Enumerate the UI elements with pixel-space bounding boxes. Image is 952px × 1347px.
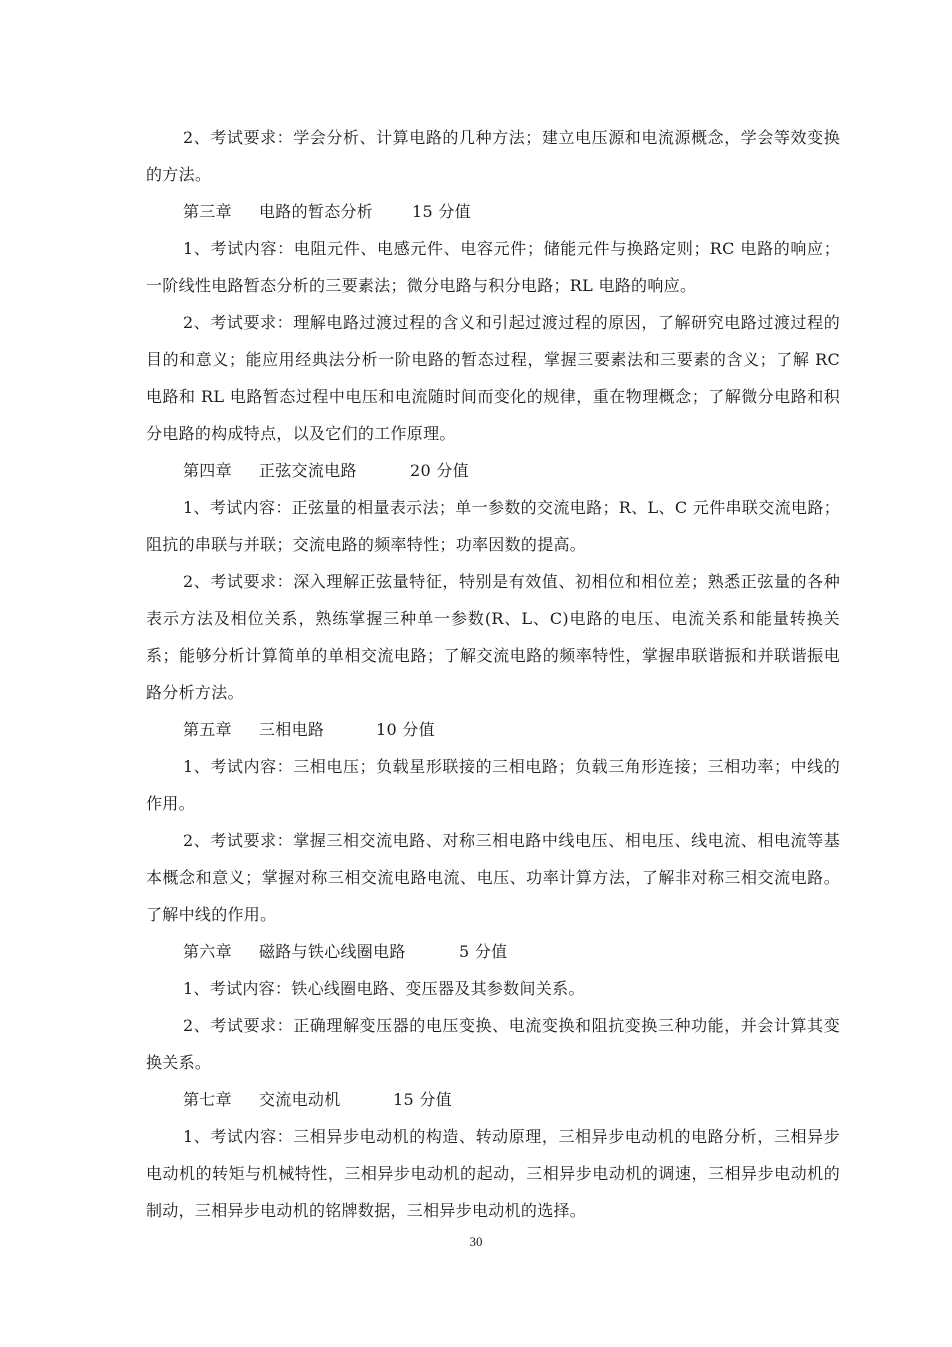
paragraph: 1、考试内容：三相电压；负载星形联接的三相电路；负载三角形连接；三相功率；中线的作用。 bbox=[146, 757, 840, 813]
chapter-heading bbox=[146, 933, 840, 970]
chapter-number: 第四章 bbox=[183, 461, 232, 480]
chapter-title: 正弦交流电路 bbox=[259, 461, 357, 480]
chapter-title: 交流电动机 bbox=[259, 1090, 341, 1109]
chapter-number: 第六章 bbox=[183, 942, 232, 961]
chapter-heading bbox=[146, 1081, 840, 1118]
paragraph: 2、考试要求：掌握三相交流电路、对称三相电路中线电压、相电压、线电流、相电流等基本概念和意义；掌握对称三相交流电路电流、电压、功率计算方法，了解非对称三相交流电路。了解中线的作用。 bbox=[146, 831, 840, 924]
paragraph: 2、考试要求：理解电路过渡过程的含义和引起过渡过程的原因，了解研究电路过渡过程的目的和意义；能应用经典法分析一阶电路的暂态过程，掌握三要素法和三要素的含义；了解 RC 电路和 RL 电路暂态过程中电压和电流随时间而变化的规律，重在物理概念；了解微分电路和积分电路的构成特点，以及它们的工作原理。 bbox=[146, 313, 840, 443]
page-number: 30 bbox=[469, 1234, 483, 1249]
chapter-score: 10 分值 bbox=[376, 720, 435, 739]
paragraph: 1、考试内容：三相异步电动机的构造、转动原理，三相异步电动机的电路分析，三相异步电动机的转矩与机械特性，三相异步电动机的起动，三相异步电动机的调速，三相异步电动机的制动，三相异步电动机的铭牌数据，三相异步电动机的选择。 bbox=[146, 1127, 840, 1220]
chapter-heading bbox=[146, 711, 840, 748]
chapter-score: 20 分值 bbox=[410, 461, 469, 480]
paragraph: 2、考试要求：正确理解变压器的电压变换、电流变换和阻抗变换三种功能，并会计算其变换关系。 bbox=[146, 1016, 840, 1072]
chapter-number: 第三章 bbox=[183, 202, 232, 221]
paragraph: 2、考试要求：深入理解正弦量特征，特别是有效值、初相位和相位差；熟悉正弦量的各种表示方法及相位关系，熟练掌握三种单一参数(R、L、C)电路的电压、电流关系和能量转换关系；能够分析计算简单的单相交流电路；了解交流电路的频率特性，掌握串联谐振和并联谐振电路分析方法。 bbox=[146, 572, 840, 702]
document-body bbox=[146, 119, 840, 1229]
chapter-number: 第七章 bbox=[183, 1090, 232, 1109]
chapter-heading bbox=[146, 193, 840, 230]
paragraph: 1、考试内容：电阻元件、电感元件、电容元件；储能元件与换路定则；RC 电路的响应；一阶线性电路暂态分析的三要素法；微分电路与积分电路；RL 电路的响应。 bbox=[146, 239, 840, 295]
chapter-score: 5 分值 bbox=[459, 942, 508, 961]
paragraph: 1、考试内容：铁心线圈电路、变压器及其参数间关系。 bbox=[183, 979, 585, 998]
chapter-number: 第五章 bbox=[183, 720, 232, 739]
chapter-title: 三相电路 bbox=[259, 720, 325, 739]
chapter-title: 磁路与铁心线圈电路 bbox=[259, 942, 406, 961]
chapter-title: 电路的暂态分析 bbox=[259, 202, 374, 221]
chapter-score: 15 分值 bbox=[412, 202, 471, 221]
paragraph: 1、考试内容：正弦量的相量表示法；单一参数的交流电路；R、L、C 元件串联交流电路；阻抗的串联与并联；交流电路的频率特性；功率因数的提高。 bbox=[146, 498, 840, 554]
chapter-heading bbox=[146, 452, 840, 489]
chapter-score: 15 分值 bbox=[393, 1090, 452, 1109]
paragraph: 2、考试要求：学会分析、计算电路的几种方法；建立电压源和电流源概念，学会等效变换的方法。 bbox=[146, 128, 840, 184]
